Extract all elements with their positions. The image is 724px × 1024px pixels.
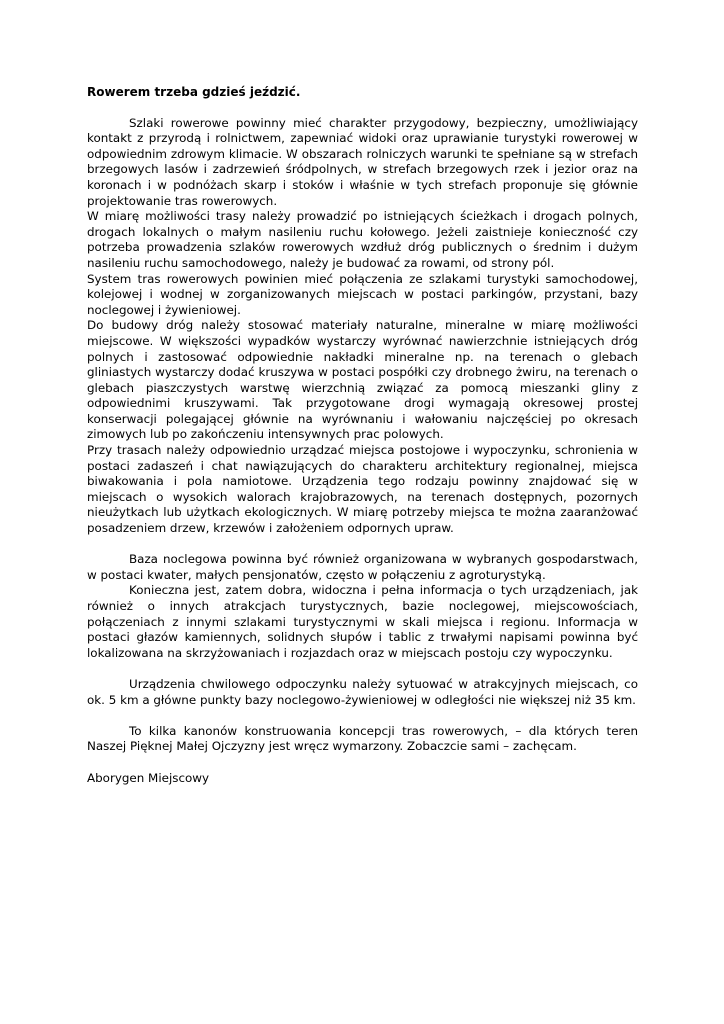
paragraph-closing: To kilka kanonów konstruowania koncepcji tras rowerowych, – dla których teren Naszej Pięknej Małej Ojczyzny jest wręcz wymarzony. Zobaczcie sami – zachęcam. <box>87 723 638 754</box>
paragraph-rest-distance: Urządzenia chwilowego odpoczynku należy sytuować w atrakcyjnych miejscach, co ok. 5 km a główne punkty bazy noclegowo-żywieniowej w odległości nie większej niż 35 km. <box>87 676 638 707</box>
author-signature: Aborygen Miejscowy <box>87 770 210 785</box>
paragraph-trail-connections: System tras rowerowych powinien mieć połączenia ze szlakami turystyki samochodowej, kolejowej i wodnej w zorganizowanych miejscach w postaci parkingów, przystani, bazy noclegowej i żywieniowej. <box>87 271 638 317</box>
paragraph-trail-character: Szlaki rowerowe powinny mieć charakter przygodowy, bezpieczny, umożliwiający kontakt z przyrodą i rolnictwem, zapewniać widoki oraz uprawianie turystyki rowerowej w odpowiednim zdrowym klimacie. W obszarach rolniczych warunki te spełniane są w strefach brzegowych lasów i zadrzewień śródpolnych, w strefach brzegowych rzek i jezior oraz na koronach i w podnóżach skarp i stoków i właśnie w tych strefach proponuje się głównie projektowanie tras rowerowych. <box>87 115 638 208</box>
document-page <box>87 85 638 786</box>
paragraph-rest-places: Przy trasach należy odpowiednio urządzać miejsca postojowe i wypoczynku, schronienia w postaci zadaszeń i chat nawiązujących do charakteru architektury regionalnej, miejsca biwakowania i pola namiotowe. Urządzenia tego rodzaju powinny znajdować się w miejscach o wysokich walorach krajobrazowych, na terenach dostępnych, pozornych nieużytkach lub użytkach ekologicznych. W miarę potrzeby miejsca te można zaaranżować posadzeniem drzew, krzewów i założeniem odpornych upraw. <box>87 443 638 536</box>
paragraph-accommodation: Baza noclegowa powinna być również organizowana w wybranych gospodarstwach, w postaci kwater, małych pensjonatów, często w połączeniu z agroturystyką. <box>87 552 638 582</box>
paragraph-road-materials: Do budowy dróg należy stosować materiały naturalne, mineralne w miarę możliwości miejscowe. W większości wypadków wystarczy wyrównać nawierzchnie istniejących dróg polnych i zastosować odpowiednie nakładki mineralne np. na terenach o glebach gliniastych wystarczy dodać kruszywa w postaci pospółki czy drobnego żwiru, na terenach o glebach piaszczystych warstwę wierzchnią związać za pomocą mieszanki gliny z odpowiednimi kruszywami. Tak przygotowane drogi wymagają okresowej prostej konserwacji polegającej głównie na wyrównaniu i wałowaniu najczęściej po okresach zimowych lub po zakończeniu intensywnych prac polowych. <box>87 318 638 442</box>
paragraph-information: Konieczna jest, zatem dobra, widoczna i pełna informacja o tych urządzeniach, jak również o innych atrakcjach turystycznych, bazie noclegowej, miejscowościach, połączeniach z innymi szlakami turystycznymi w skali miejsca i regionu. Informacja w postaci głazów kamiennych, solidnych słupów i tablic z trwałymi napisami powinna być lokalizowana na skrzyżowaniach i rozjazdach oraz w miejscach postoju czy wypoczynku. <box>87 583 638 660</box>
paragraph-trail-routing: W miarę możliwości trasy należy prowadzić po istniejących ścieżkach i drogach polnych, drogach lokalnych o małym nasileniu ruchu kołowego. Jeżeli zaistnieje konieczność czy potrzeba prowadzenia szlaków rowerowych wzdłuż dróg publicznych o średnim i dużym nasileniu ruchu samochodowego, należy je budować za rowami, od strony pól. <box>87 209 638 270</box>
document-title: Rowerem trzeba gdzieś jeździć. <box>87 85 301 99</box>
